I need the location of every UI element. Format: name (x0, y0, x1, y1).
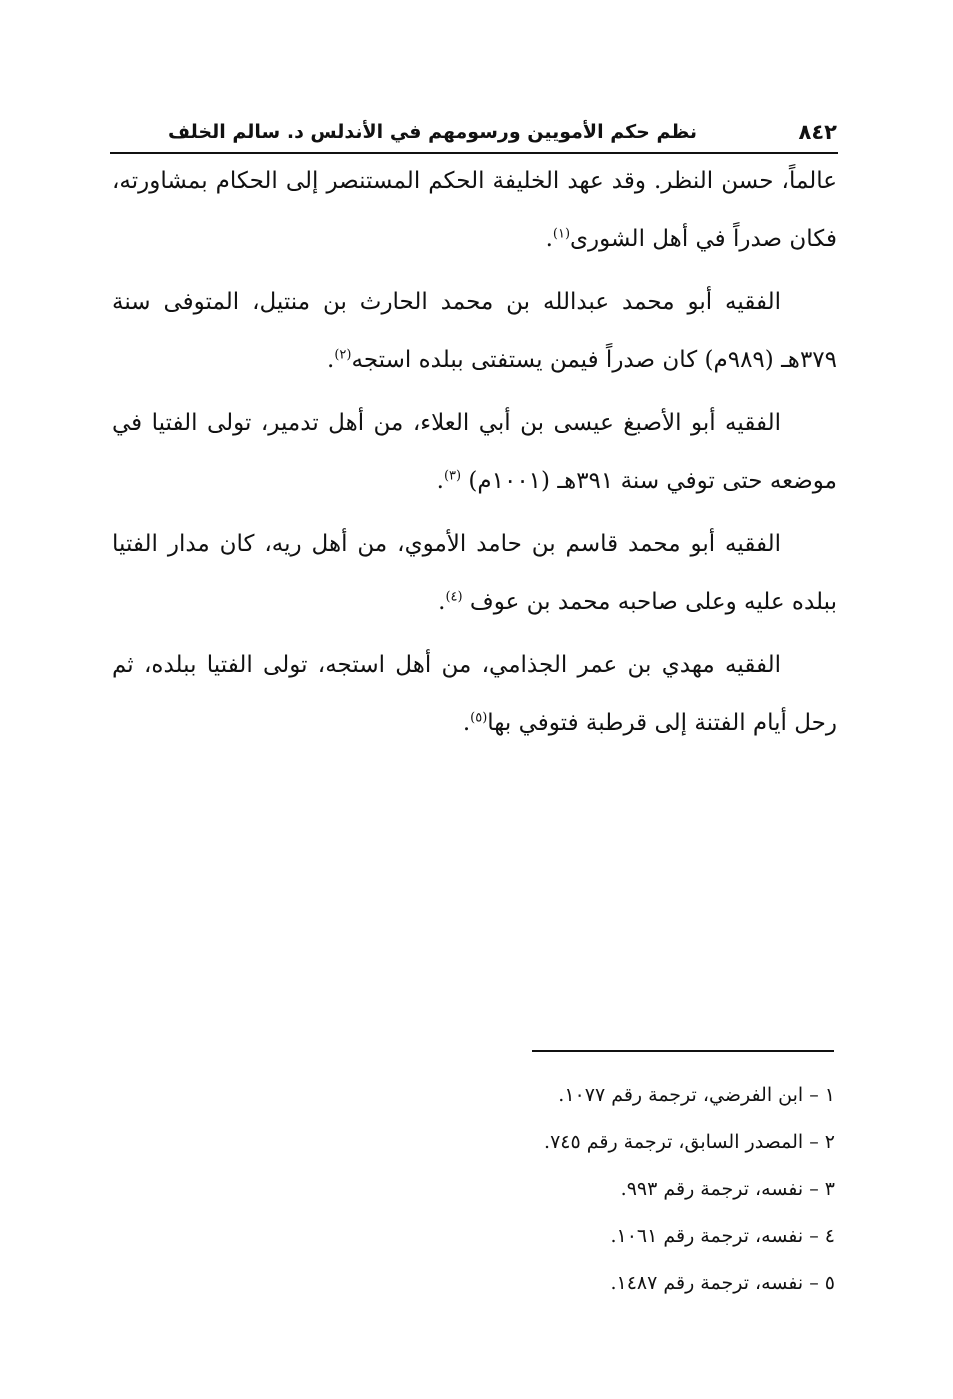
footnotes (415, 1072, 835, 1307)
paragraph-text: عالماً، حسن النظر. وقد عهد الخليفة الحكم المستنصر إلى الحكام بمشاورته، فكان صدراً في أهل الشورى (112, 168, 837, 252)
footnote: ٥ – نفسه، ترجمة رقم ١٤٨٧. (610, 1272, 835, 1294)
paragraph (112, 515, 837, 631)
footnote-ref: (١) (552, 226, 571, 242)
footnote-ref: (٣) (443, 468, 462, 484)
page-number: ٨٤٢ (798, 120, 837, 144)
paragraph-end: . (462, 710, 471, 736)
footnote-ref: (٢) (334, 347, 352, 363)
paragraph-text: الفقيه أبو محمد قاسم بن حامد الأموي، من أهل ريه، كان مدار الفتيا ببلده عليه وعلى صاحبه محمد بن عوف (112, 531, 837, 615)
footnote: ١ – ابن الفرضي، ترجمة رقم ١٠٧٧. (558, 1084, 835, 1106)
paragraph-text: الفقيه مهدي بن عمر الجذامي، من أهل استجه، تولى الفتيا ببلده، ثم رحل أيام الفتنة إلى قرطبة فتوفي بها (112, 652, 837, 736)
body-text (112, 152, 837, 757)
footnote: ٣ – نفسه، ترجمة رقم ٩٩٣. (620, 1178, 835, 1200)
paragraph-end: . (438, 589, 446, 615)
footnote: ٤ – نفسه، ترجمة رقم ١٠٦١. (610, 1225, 835, 1247)
paragraph-end: . (545, 226, 553, 252)
paragraph-text: الفقيه أبو الأصبغ عيسى بن أبي العلاء، من أهل تدمير، تولى الفتيا في موضعه حتى توفي سنة ٣٩١هـ (١٠٠١م) (112, 410, 837, 494)
paragraph (112, 152, 837, 268)
paragraph (112, 273, 837, 389)
running-title: نظم حكم الأمويين ورسومهم في الأندلس د. سالم الخلف (168, 121, 697, 143)
paragraph-end: . (327, 347, 335, 373)
running-header (112, 118, 837, 150)
paragraph (112, 636, 837, 752)
footnote: ٢ – المصدر السابق، ترجمة رقم ٧٤٥. (544, 1131, 835, 1153)
footnote-ref: (٤) (445, 589, 463, 605)
footnote-ref: (٥) (470, 710, 488, 726)
paragraph-text: الفقيه أبو محمد عبدالله بن محمد الحارث بن منتيل، المتوفى سنة ٣٧٩هـ (٩٨٩م) كان صدراً فيمن يستفتى ببلده استجه (112, 289, 837, 373)
paragraph-end: . (436, 468, 444, 494)
paragraph (112, 394, 837, 510)
footnote-rule (532, 1050, 834, 1052)
